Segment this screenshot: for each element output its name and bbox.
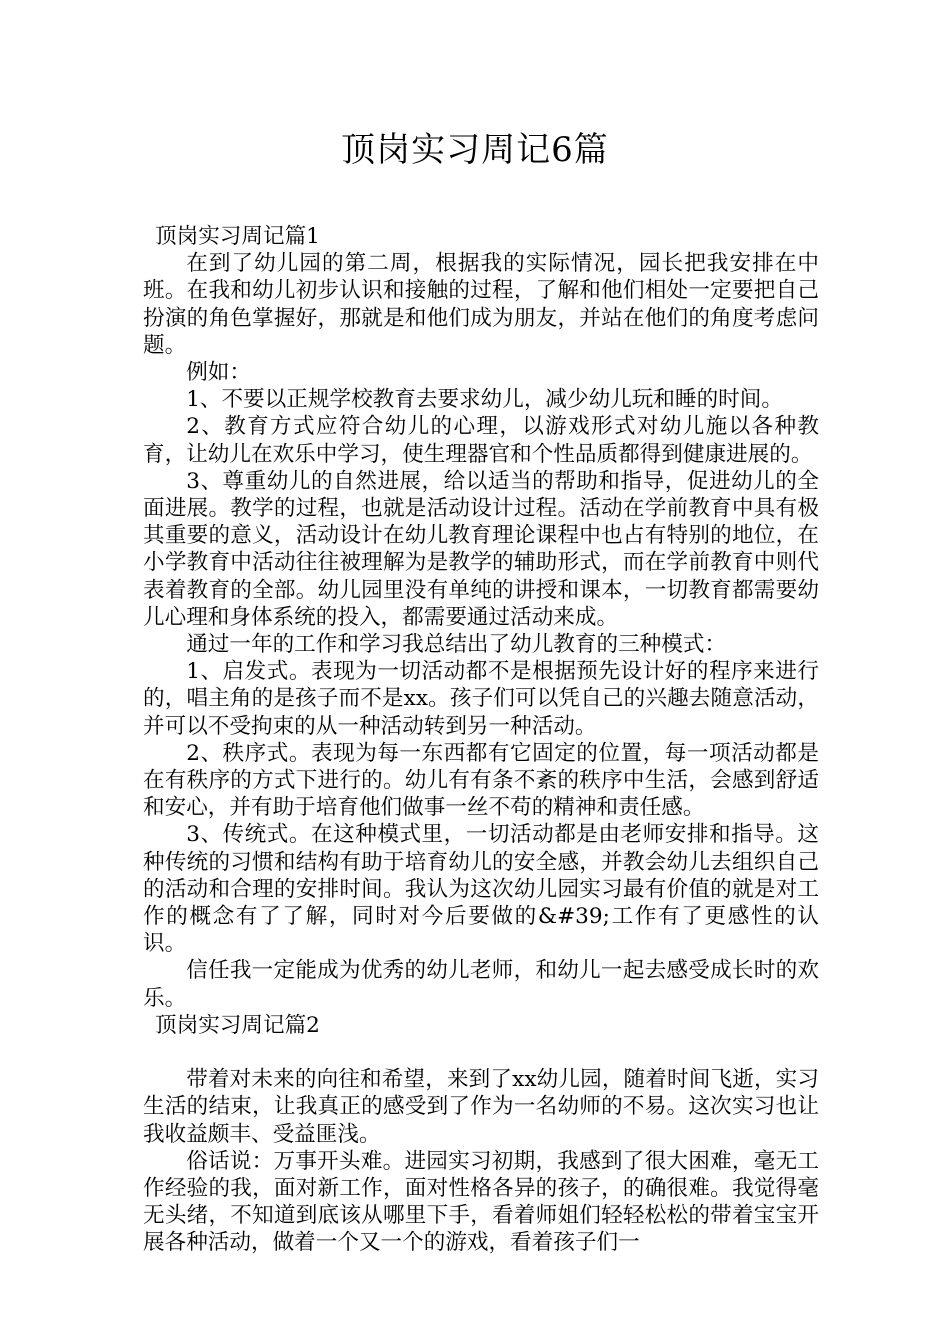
paragraph: 在到了幼儿园的第二周，根据我的实际情况，园长把我安排在中班。在我和幼儿初步认识和接触的过程，了解和他们相处一定要把自己扮演的角色掌握好，那就是和他们成为朋友，并站在他们的角度考虑问题。 (143, 251, 819, 358)
paragraph: 2、教育方式应符合幼儿的心理，以游戏形式对幼儿施以各种教育，让幼儿在欢乐中学习，使生理器官和个性品质都得到健康进展的。 (143, 414, 819, 467)
paragraph: 带着对未来的向往和希望，来到了xx幼儿园，随着时间飞逝，实习生活的结束，让我真正的感受到了作为一名幼师的不易。这次实习也让我收益颇丰、受益匪浅。 (143, 1067, 819, 1147)
paragraph: 3、尊重幼儿的自然进展，给以适当的帮助和指导，促进幼儿的全面进展。教学的过程，也就是活动设计过程。活动在学前教育中具有极其重要的意义，活动设计在幼儿教育理论课程中也占有特别的地位，在小学教育中活动往往被理解为是教学的辅助形式，而在学前教育中则代表着教育的全部。幼儿园里没有单纯的讲授和课本，一切教育都需要幼儿心理和身体系统的投入，都需要通过活动来成。 (143, 468, 819, 630)
paragraph: 3、传统式。在这种模式里，一切活动都是由老师安排和指导。这种传统的习惯和结构有助于培育幼儿的安全感，并教会幼儿去组织自己的活动和合理的安排时间。我认为这次幼儿园实习最有价值的就是对工作的概念有了了解，同时对今后要做的&#39;工作有了更感性的认识。 (143, 822, 819, 957)
paragraph: 例如： (186, 360, 251, 386)
document-title: 顶岗实习周记6篇 (341, 130, 609, 170)
document-body (143, 223, 819, 1257)
paragraph: 1、启发式。表现为一切活动都不是根据预先设计好的程序来进行的，唱主角的是孩子而不是xx。孩子们可以凭自己的兴趣去随意活动，并可以不受拘束的从一种活动转到另一种活动。 (143, 659, 819, 739)
paragraph: 1、不要以正规学校教育去要求幼儿，减少幼儿玩和睡的时间。 (186, 387, 783, 413)
blank-line (143, 1039, 819, 1066)
paragraph: 俗话说：万事开头难。进园实习初期，我感到了很大困难，毫无工作经验的我，面对新工作，面对性格各异的孩子，的确很难。我觉得毫无头绪，不知道到底该从哪里下手，看着师姐们轻轻松松的带着宝宝开展各种活动，做着一个又一个的游戏，看着孩子们一 (143, 1148, 819, 1256)
section-heading-1: 顶岗实习周记篇1 (155, 224, 320, 249)
section-heading-2: 顶岗实习周记篇2 (155, 1012, 320, 1038)
paragraph: 信任我一定能成为优秀的幼儿老师，和幼儿一起去感受成长时的欢乐。 (143, 958, 819, 1011)
paragraph: 2、秩序式。表现为每一东西都有它固定的位置，每一项活动都是在有秩序的方式下进行的。幼儿有有条不紊的秩序中生活，会感到舒适和安心，并有助于培育他们做事一丝不苟的精神和责任感。 (143, 740, 819, 821)
paragraph: 通过一年的工作和学习我总结出了幼儿教育的三种模式： (186, 632, 727, 658)
